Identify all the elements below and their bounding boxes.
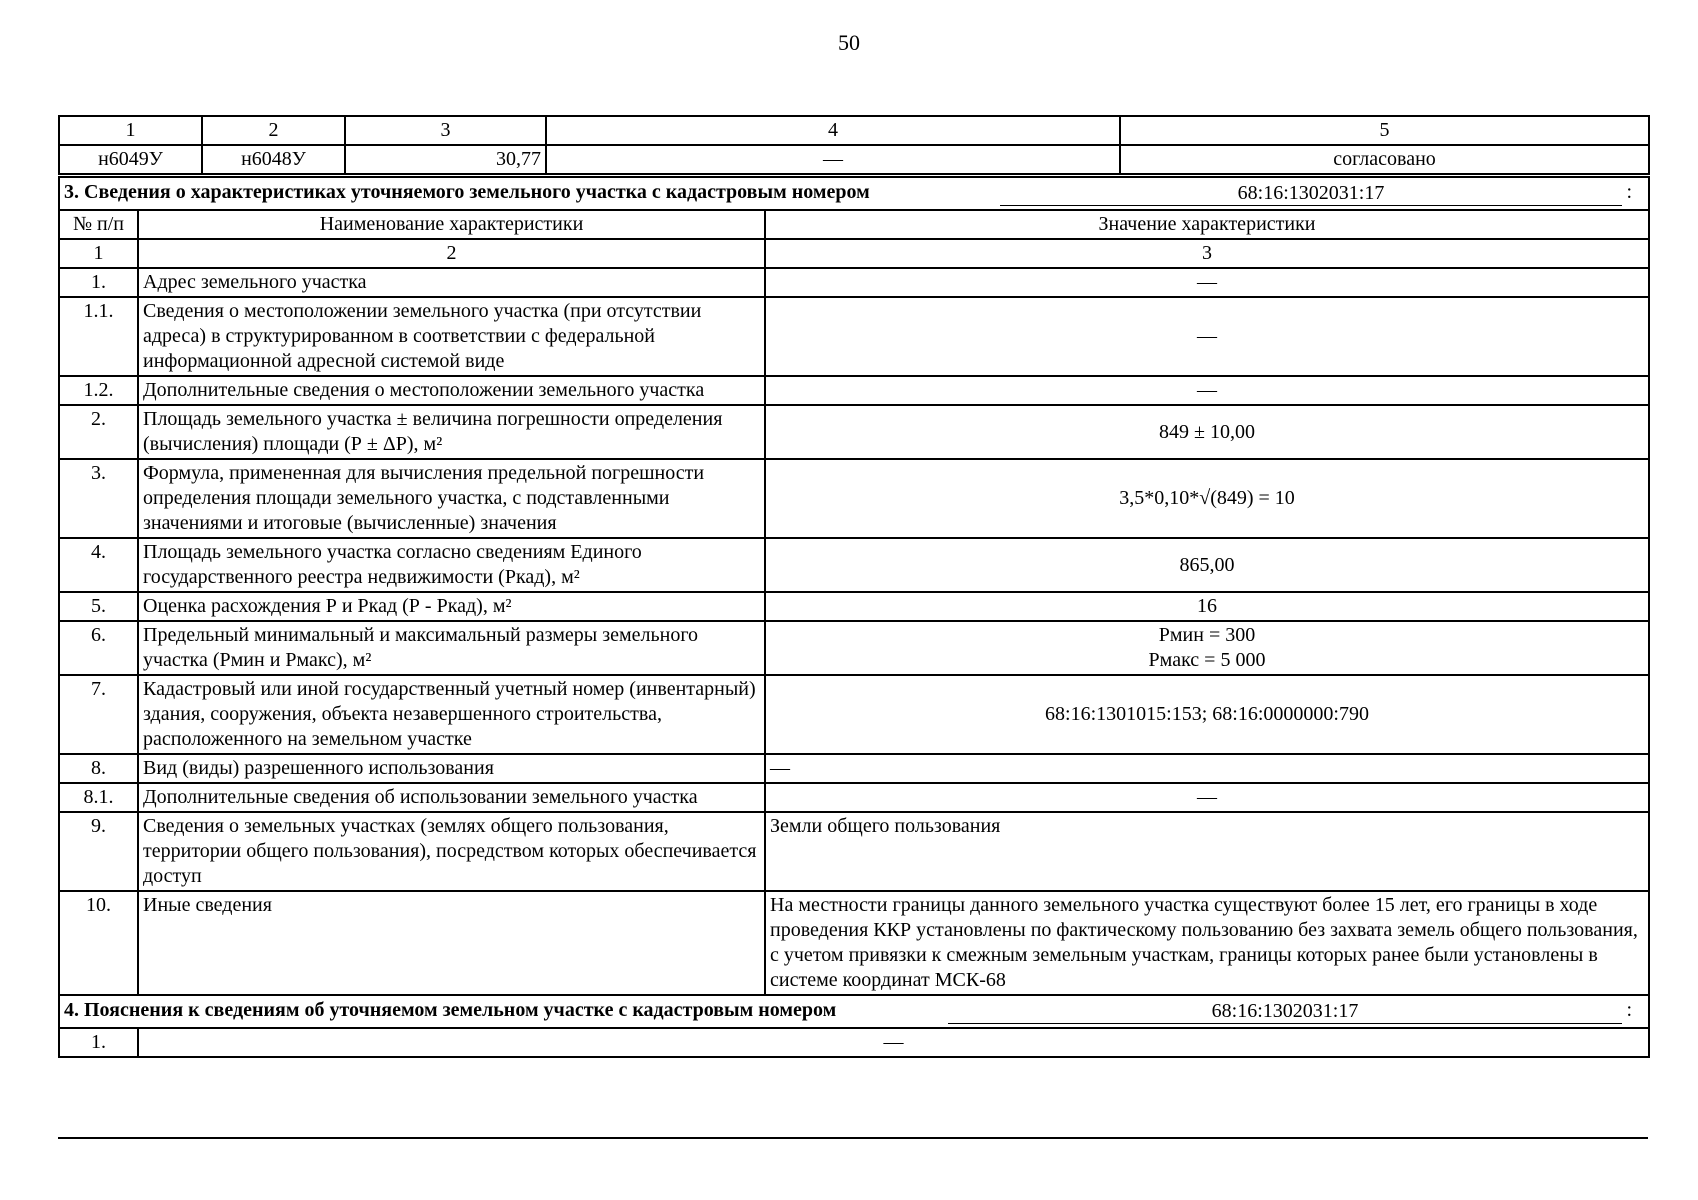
section3-header [59,177,1649,210]
table-row [59,621,1649,675]
section3-cadastral-number: 68:16:1302031:17 [1000,181,1622,206]
col-num-2: 2 [138,239,765,268]
row-name: Вид (виды) разрешенного использования [138,754,765,783]
column-header-row [59,210,1649,239]
row-number: 5. [59,592,138,621]
table-row [59,891,1649,995]
row-name: Предельный минимальный и максимальный размеры земельного участка (Рмин и Рмакс), м² [138,621,765,675]
col-num-5: 5 [1120,116,1649,145]
row-number: 9. [59,812,138,891]
header-value: Значение характеристики [765,210,1649,239]
row-name: Формула, примененная для вычисления предельной погрешности определения площади земельного участка, с подставленными значениями и итоговые (вычисленные) значения [138,459,765,538]
section3-title: 3. Сведения о характеристиках уточняемого земельного участка с кадастровым номером [64,181,870,203]
table-row [59,812,1649,891]
col-num-3: 3 [345,116,546,145]
row-number: 6. [59,621,138,675]
col-num-4: 4 [546,116,1120,145]
characteristics-table [58,176,1650,1058]
row-number: 7. [59,675,138,754]
table-row [59,145,1649,174]
row-name: Площадь земельного участка согласно сведениям Единого государственного реестра недвижимости (Ркад), м² [138,538,765,592]
row-value: 865,00 [765,538,1649,592]
table-row [59,754,1649,783]
section4-header [59,995,1649,1028]
adjacent-boundaries-table [58,115,1650,175]
row-number: 1. [59,268,138,297]
header-number: № п/п [59,210,138,239]
table-row [59,459,1649,538]
table-row [59,592,1649,621]
row-number: 10. [59,891,138,995]
row-value: На местности границы данного земельного участка существуют более 15 лет, его границы в ходе проведения ККР установлены по фактическому пользованию без захвата земель общего пользования, с учетом привязки к смежным земельным участкам, границы которых ранее были установлены в системе координат МСК-68 [765,891,1649,995]
row-value-max: Рмакс = 5 000 [1148,649,1266,671]
row-name: Сведения о земельных участках (землях общего пользования, территории общего пользования), посредством которых обеспечивается доступ [138,812,765,891]
table-row [59,1028,1649,1057]
row-value: 3,5*0,10*√(849) = 10 [765,459,1649,538]
row-number: 4. [59,538,138,592]
row-number: 1.2. [59,376,138,405]
row-value: 849 ± 10,00 [765,405,1649,459]
section4-colon: : [1626,999,1633,1021]
row-value: — [765,268,1649,297]
table-row [59,538,1649,592]
bottom-border-line [58,1137,1648,1139]
section3-colon: : [1626,181,1633,203]
col-num-1: 1 [59,239,138,268]
row-name: Иные сведения [138,891,765,995]
row-value: 68:16:1301015:153; 68:16:0000000:790 [765,675,1649,754]
table-row [59,783,1649,812]
table-row [59,405,1649,459]
table-row [59,268,1649,297]
point-to: н6048У [202,145,345,174]
row-value: — [765,297,1649,376]
row-name: Адрес земельного участка [138,268,765,297]
row-value: 16 [765,592,1649,621]
row-value: — [138,1028,1649,1057]
row-value-min: Рмин = 300 [1158,624,1256,646]
header-name: Наименование характеристики [138,210,765,239]
page-number: 50 [838,30,860,55]
col-num-3: 3 [765,239,1649,268]
row-value [765,621,1649,675]
table-row [59,675,1649,754]
section4-cadastral-number: 68:16:1302031:17 [948,999,1622,1024]
segment-note: — [546,145,1120,174]
row-name: Кадастровый или иной государственный учетный номер (инвентарный) здания, сооружения, объекта незавершенного строительства, расположенного на земельном участке [138,675,765,754]
row-number: 2. [59,405,138,459]
row-number: 8.1. [59,783,138,812]
col-num-2: 2 [202,116,345,145]
row-value: — [765,783,1649,812]
segment-length: 30,77 [345,145,546,174]
row-number: 8. [59,754,138,783]
row-number: 1.1. [59,297,138,376]
col-num-1: 1 [59,116,202,145]
table-row [59,297,1649,376]
row-value: — [765,754,1649,783]
row-value: — [765,376,1649,405]
agreement-status: согласовано [1120,145,1649,174]
row-number: 1. [59,1028,138,1057]
row-name: Площадь земельного участка ± величина погрешности определения (вычисления) площади (Р ± ΔР), м² [138,405,765,459]
row-name: Дополнительные сведения об использовании земельного участка [138,783,765,812]
row-name: Сведения о местоположении земельного участка (при отсутствии адреса) в структурированном в соответствии с федеральной информационной адресной системой виде [138,297,765,376]
column-number-row [59,116,1649,145]
row-name: Оценка расхождения Р и Ркад (Р - Ркад), м² [138,592,765,621]
point-from: н6049У [59,145,202,174]
section4-title: 4. Пояснения к сведениям об уточняемом земельном участке с кадастровым номером [64,999,837,1021]
table-row [59,376,1649,405]
row-name: Дополнительные сведения о местоположении земельного участка [138,376,765,405]
column-number-row [59,239,1649,268]
row-number: 3. [59,459,138,538]
row-value: Земли общего пользования [765,812,1649,891]
